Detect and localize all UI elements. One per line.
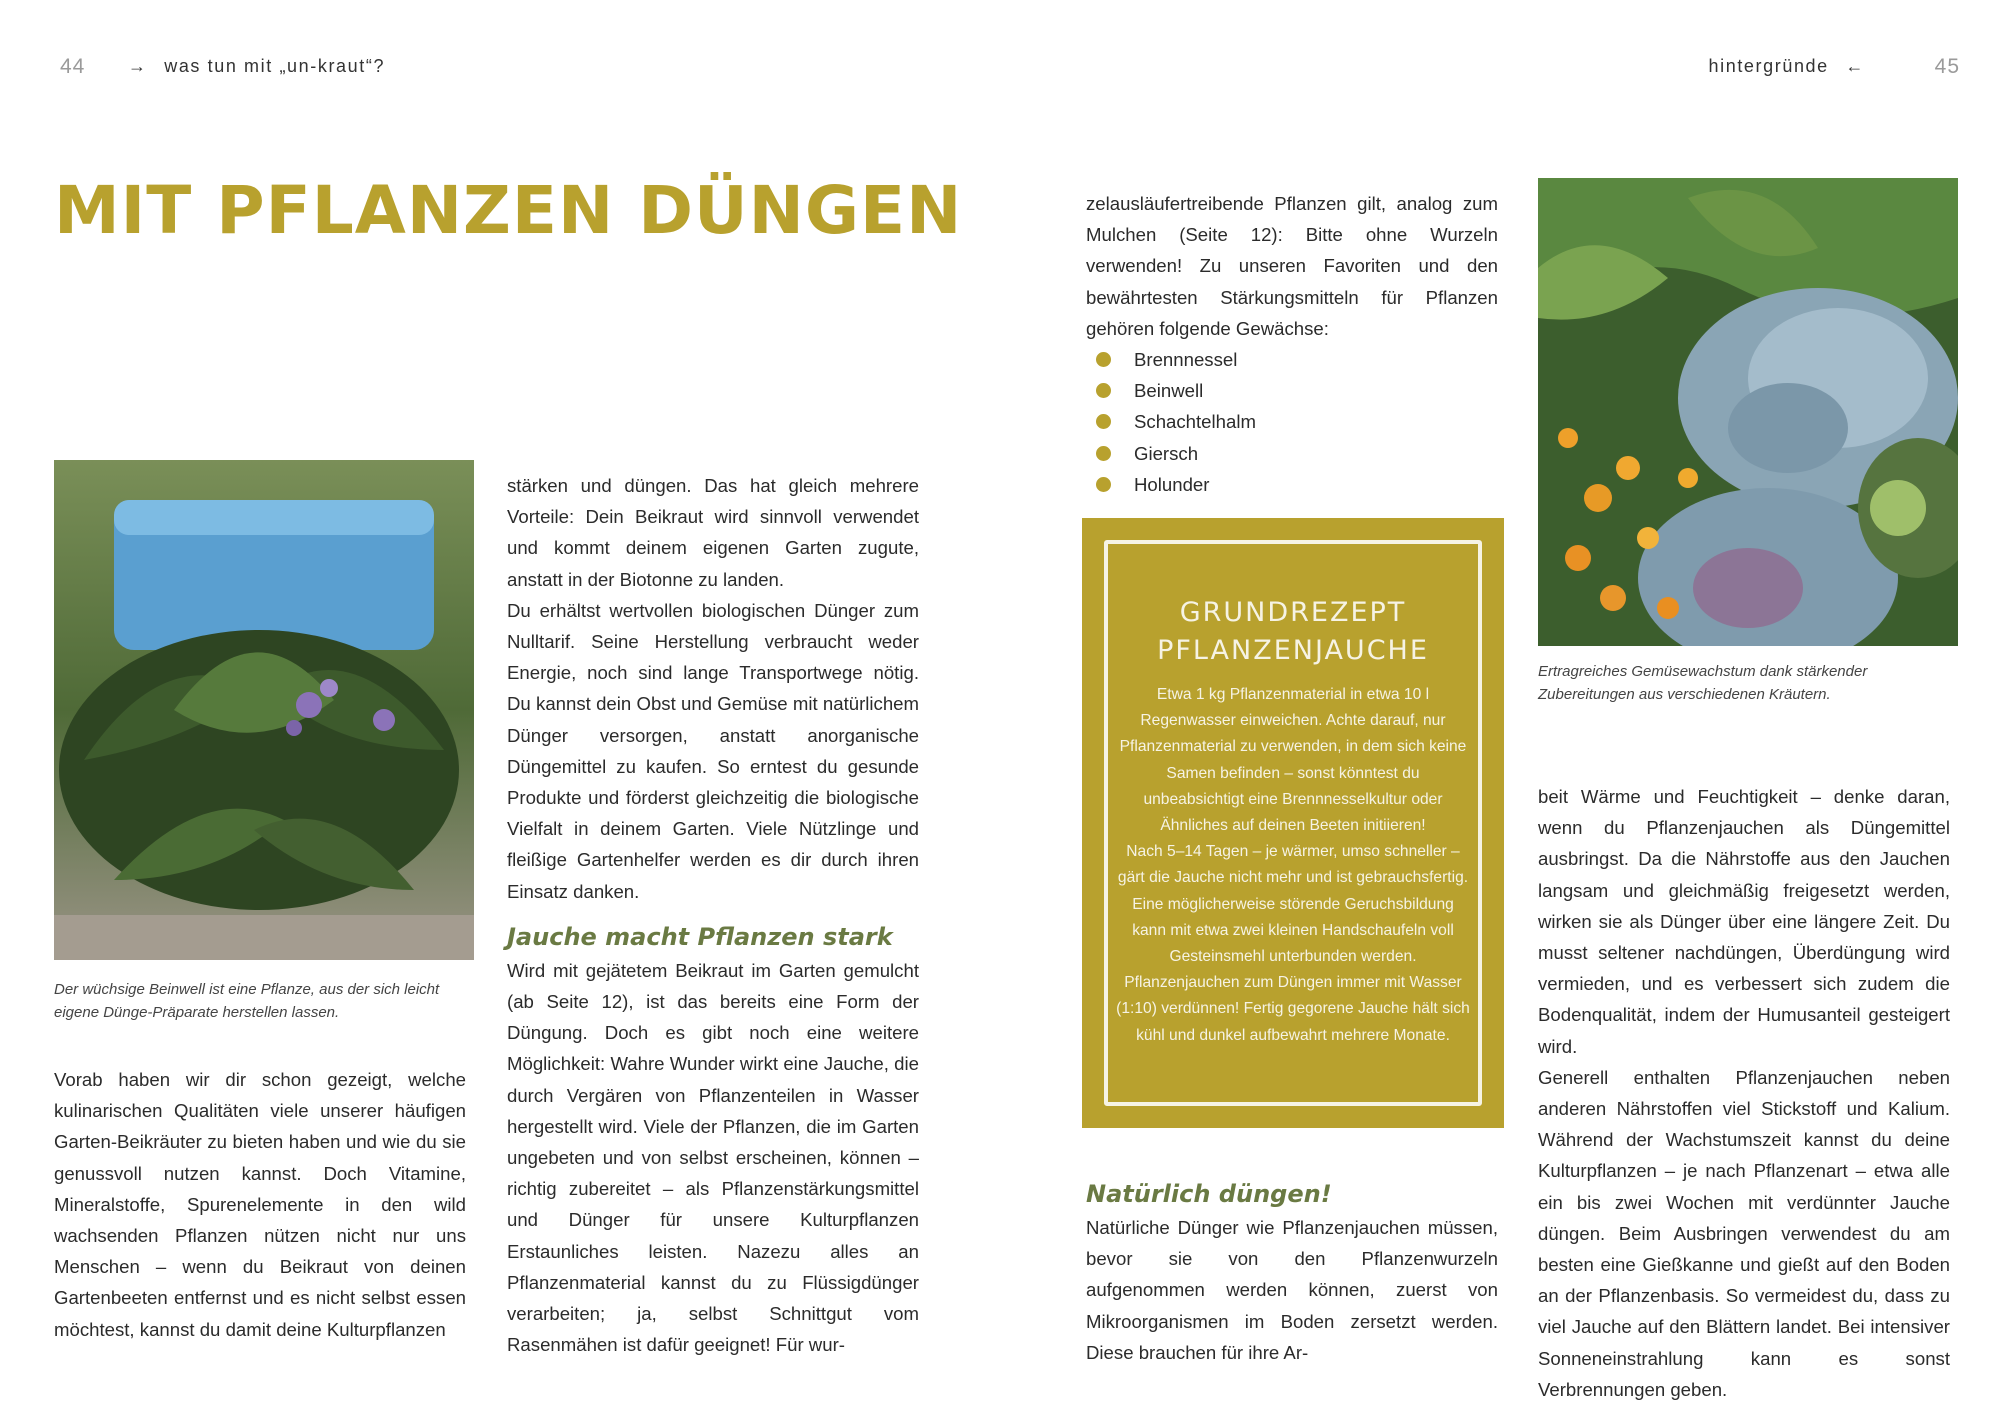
column-4 xyxy=(1538,781,1950,1405)
col4-paragraph-2: Generell enthalten Pflanzenjauchen neben anderen Nährstoffen viel Stickstoff und Kalium. Während der Wachstumszeit kannst du deine Kulturpflanzen – je nach Pflanzenart – etwa alle ein bis zwei Wochen mit verdünnter Jauche düngen. Beim Ausbringen verwendest du am besten eine Gießkanne und gießt auf den Boden an der Pflanzenbasis. So vermeidest du, dass zu viel Jauche auf den Blättern landet. Bei intensiver Sonneneinstrahlung kann es sonst Verbrennungen geben. xyxy=(1538,1066,1950,1400)
bullet-icon xyxy=(1096,352,1111,367)
col3-paragraph-1: zelausläufertreibende Pflanzen gilt, analog zum Mulchen (Seite 12): Bitte ohne Wurzeln verwenden! Zu unseren Favoriten und den bewährtesten Stärkungsmitteln für Pflanzen gehören folgende Gewächse: xyxy=(1086,193,1498,339)
col3-heading: Natürlich düngen! xyxy=(1086,1180,1332,1208)
column-1 xyxy=(54,1064,466,1345)
col2-paragraph-1: stärken und düngen. Das hat gleich mehrere Vorteile: Dein Beikraut wird sinnvoll verwendet und kommt deinem eigenen Garten zugute, anstatt in der Biotonne zu landen. xyxy=(507,475,919,590)
left-running-head xyxy=(128,56,385,77)
left-page-number: 44 xyxy=(60,55,86,78)
col2-paragraph-2: Du erhältst wertvollen biologischen Dünger zum Nulltarif. Seine Herstellung verbraucht weder Energie, noch sind lange Transportwege nötig. Du kannst dein Obst und Gemüse mit natürlichem Dünger versorgen, anstatt anorganische Düngemittel zu kaufen. So erntest du gesunde Produkte und förderst gleichzeitig die biologische Vielfalt in deinem Garten. Viele Nützlinge und fleißige Gartenhelfer werden es dir durch ihren Einsatz danken. xyxy=(507,599,919,902)
col2-paragraph-3: Wird mit gejätetem Beikraut im Garten gemulcht (ab Seite 12), ist das bereits eine Form der Düngung. Doch es gibt noch eine weitere Möglichkeit: Wahre Wunder wirkt eine Jauche, die durch Vergären von Pflanzenteilen in Wasser hergestellt wird. Viele der Pflanzen, die im Garten ungebeten und von selbst erscheinen, können – richtig zubereitet – als Pflanzenstärkungsmittel und Dünger für unsere Kulturpflanzen Erstaunliches leisten. Nazezu alles an Pflanzenmaterial kannst du zu Flüssigdünger verarbeiten; ja, selbst Schnittgut vom Rasenmähen ist dafür geeignet! Für wur- xyxy=(507,959,919,1356)
left-image-caption: Der wüchsige Beinwell ist eine Pflanze, aus der sich leicht eigene Dünge-Präparate herstellen lassen. xyxy=(54,981,440,1021)
list-item: Schachtelhalm xyxy=(1086,406,1498,437)
bullet-icon xyxy=(1096,477,1111,492)
recipe-text-2: Nach 5–14 Tagen – je wärmer, umso schneller – gärt die Jauche nicht mehr und ist gebrauchsfertig. Eine möglicherweise störende Geruchsbildung kann mit etwa zwei kleinen Handschaufeln voll Gesteinsmehl unterbunden werden. Pflanzenjauchen zum Düngen immer mit Wasser (1:10) verdünnen! Fertig gegorene Jauche hält sich kühl und dunkel aufbewahrt mehrere Monate. xyxy=(1116,843,1470,1044)
recipe-box xyxy=(1082,518,1504,1128)
list-item: Giersch xyxy=(1086,438,1498,469)
bullet-icon xyxy=(1096,383,1111,398)
column-3-lower xyxy=(1086,1180,1498,1368)
list-item: Beinwell xyxy=(1086,375,1498,406)
garden-photo xyxy=(1538,178,1958,646)
bullet-icon xyxy=(1096,414,1111,429)
recipe-box-frame xyxy=(1104,540,1482,1106)
recipe-box-text xyxy=(1116,682,1470,1049)
col4-paragraph-1: beit Wärme und Feuchtigkeit – denke daran, wenn du Pflanzenjauchen als Düngemittel ausbringst. Da die Nährstoffe aus den Jauchen langsam und gleichmäßig freigesetzt werden, wirken sie als Dünger über eine längere Zeit. Du musst seltener nachdüngen, Überdüngung wird vermieden, und es verbessert sich zudem die Bodenqualität, indem der Humusanteil gesteigert wird. xyxy=(1538,786,1950,1057)
right-running-title: hintergründe xyxy=(1708,56,1829,76)
list-item: Brennnessel xyxy=(1086,344,1498,375)
left-running-title: was tun mit „un-kraut“? xyxy=(164,56,386,76)
page-title: MIT PFLANZEN DÜNGEN xyxy=(54,172,963,249)
comfrey-photo-icon xyxy=(54,460,474,960)
right-image-caption: Ertragreiches Gemüsewachstum dank stärkender Zubereitungen aus verschiedenen Kräutern. xyxy=(1538,663,1868,703)
column-3 xyxy=(1086,188,1498,500)
arrow-left-icon: ← xyxy=(1845,56,1865,76)
right-page-number: 45 xyxy=(1934,55,1960,78)
bullet-icon xyxy=(1096,446,1111,461)
column-2 xyxy=(507,470,919,1360)
list-item: Holunder xyxy=(1086,469,1498,500)
comfrey-photo xyxy=(54,460,474,960)
vegetable-garden-photo-icon xyxy=(1538,178,1958,646)
recipe-box-title: GRUNDREZEPT PFLANZENJAUCHE xyxy=(1157,597,1429,666)
col1-paragraph: Vorab haben wir dir schon gezeigt, welche kulinarischen Qualitäten viele unserer häufigen Garten-Beikräuter zu bieten haben und wie du sie genussvoll nutzen kannst. Doch Vitamine, Mineralstoffe, Spurenelemente in den wild wachsenden Pflanzen nützen nicht nur uns Menschen – wenn du Beikraut von deinen Gartenbeeten entfernst und es nicht selbst essen möchtest, kannst du damit deine Kulturpflanzen xyxy=(54,1069,466,1340)
right-running-head xyxy=(1709,56,1866,77)
plant-list xyxy=(1086,344,1498,500)
col2-heading: Jauche macht Pflanzen stark xyxy=(507,922,893,951)
recipe-text-1: Etwa 1 kg Pflanzenmaterial in etwa 10 l Regenwasser einweichen. Achte darauf, nur Pflanzenmaterial zu verwenden, in dem sich keine Samen befinden – sonst könntest du unbeabsichtigt eine Brennnesselkultur oder Ähnliches auf deinen Beeten initiieren! xyxy=(1119,686,1467,835)
col3-paragraph-2: Natürliche Dünger wie Pflanzenjauchen müssen, bevor sie von den Pflanzenwurzeln aufgenommen werden können, zuerst von Mikroorganismen im Boden zersetzt werden. Diese brauchen für ihre Ar- xyxy=(1086,1217,1498,1363)
arrow-right-icon: → xyxy=(128,56,148,76)
